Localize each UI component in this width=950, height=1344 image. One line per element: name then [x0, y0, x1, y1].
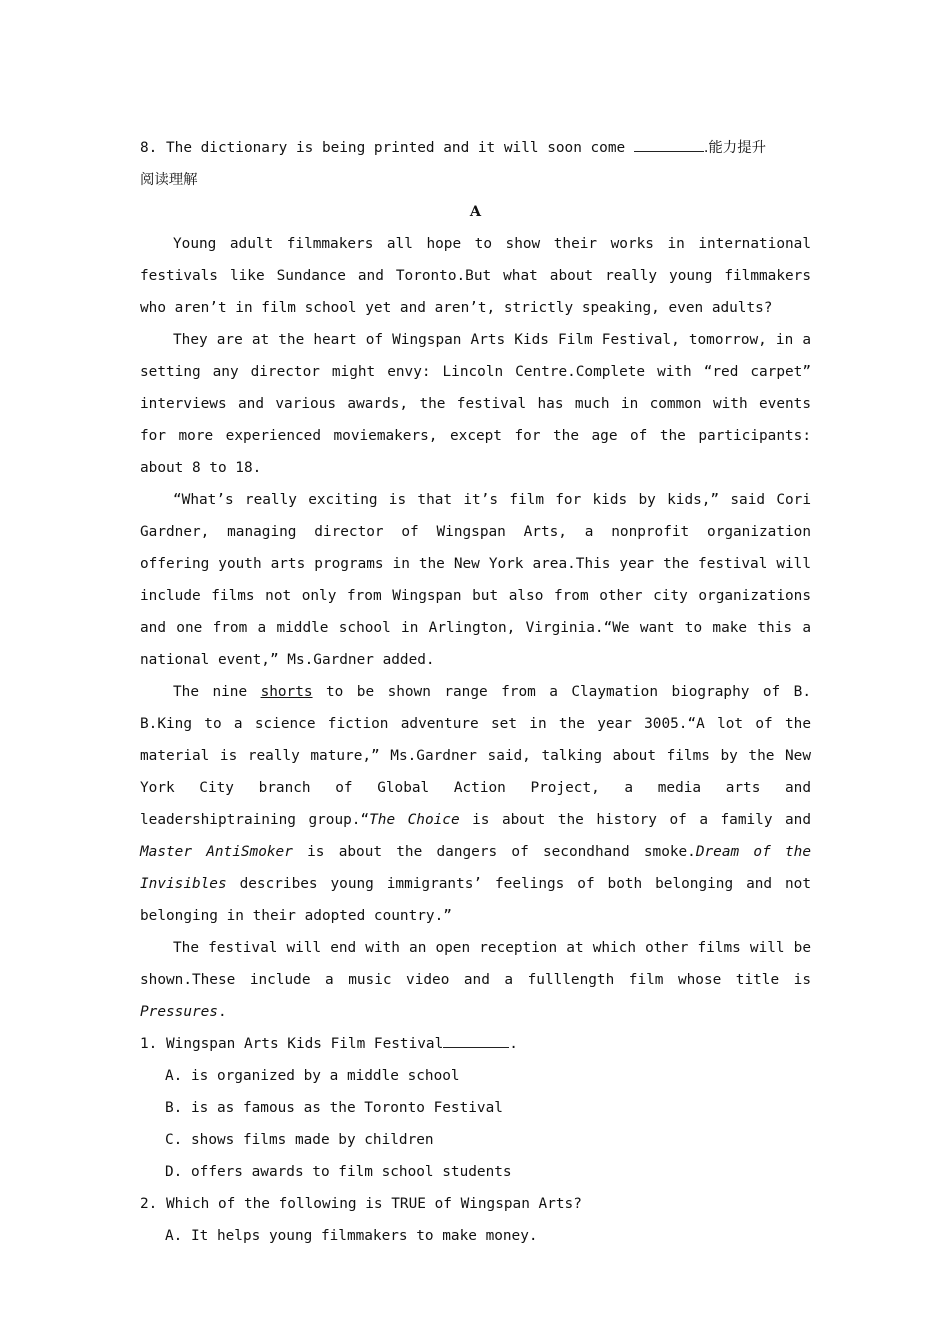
question-1-stem: 1. Wingspan Arts Kids Film Festival — [140, 1036, 444, 1052]
document-page — [140, 132, 811, 1252]
answer-blank — [634, 137, 704, 152]
question-2: 2. Which of the following is TRUE of Wingspan Arts? — [140, 1196, 582, 1212]
question-2-option-a: A. It helps young filmmakers to make money. — [165, 1228, 538, 1244]
p4-text-b: to be shown range from a Claymation biography of B. B.King to a science fiction adventure set in the year 3005.“A lot of the material is really mature,” Ms.Gardner said, talking about films by the New York City branch of Global Action Project, a media arts and leadershiptraining group.“ — [140, 684, 811, 828]
p5-text-b: . — [217, 1004, 227, 1020]
p4-text-c: is about the history of a family and — [459, 812, 812, 828]
paragraph-2: They are at the heart of Wingspan Arts Kids Film Festival, tomorrow, in a setting any director might envy: Lincoln Centre.Complete with “red carpet” interviews and various awards, the festival has much in common with events for more experienced moviemakers, except for the age of the participants: about 8 to 18. — [140, 332, 811, 476]
film-title-the-choice: The Choice — [369, 812, 460, 828]
paragraph-5 — [140, 932, 811, 1028]
paragraph-3: “What’s really exciting is that it’s film for kids by kids,” said Cori Gardner, managing director of Wingspan Arts, a nonprofit organization offering youth arts programs in the New York area.This year the festival will include films not only from Wingspan but also from other city organizations and one from a middle school in Arlington, Virginia.“We want to make this a national event,” Ms.Gardner added. — [140, 492, 811, 668]
film-title-master-antismoker: Master AntiSmoker — [140, 844, 293, 860]
paragraph-4 — [140, 676, 811, 932]
paragraph-1: Young adult filmmakers all hope to show their works in international festivals like Sundance and Toronto.But what about really young filmmakers who aren’t in film school yet and aren’t, strictly speaking, even adults? — [140, 236, 811, 316]
section-label: 阅读理解 — [140, 172, 198, 188]
passage-title: A — [469, 203, 482, 220]
question-1-option-c: C. shows films made by children — [165, 1132, 434, 1148]
film-title-dream-of-the-invisibles: Dream of the Invisibles — [140, 844, 811, 892]
question-8-text: 8. The dictionary is being printed and it will soon come — [140, 140, 634, 156]
question-1-option-b: B. is as famous as the Toronto Festival — [165, 1100, 503, 1116]
underlined-word-shorts: shorts — [260, 684, 313, 700]
question-8-tail: .能力提升 — [703, 140, 766, 156]
answer-blank — [443, 1033, 509, 1048]
film-title-pressures: Pressures — [140, 1004, 218, 1020]
question-1-option-a: A. is organized by a middle school — [165, 1068, 460, 1084]
question-1 — [140, 1028, 811, 1060]
p4-text-d: is about the dangers of secondhand smoke. — [292, 844, 696, 860]
p5-text-a: The festival will end with an open reception at which other films will be shown.These include a music video and a fulllength film whose title is — [140, 940, 811, 988]
p4-text-a: The nine — [173, 684, 261, 700]
question-1-end: . — [509, 1036, 518, 1052]
question-1-option-d: D. offers awards to film school students — [165, 1164, 512, 1180]
p4-text-e: describes young immigrants’ feelings of both belonging and not belonging in their adopted country.” — [140, 876, 811, 924]
question-8 — [140, 132, 811, 164]
